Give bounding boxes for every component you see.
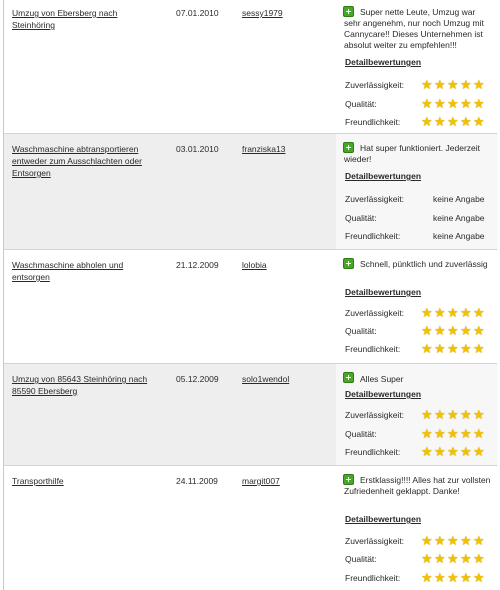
rating-stars [421,446,486,459]
review-comment: Alles Super [360,374,404,384]
star-icon: ★ [447,444,459,459]
star-icon: ★ [434,407,446,422]
star-icon: ★ [447,341,459,356]
star-icon: ★ [460,96,472,111]
star-icon: ★ [460,533,472,548]
star-icon: ★ [434,341,446,356]
rating-panel [336,466,498,590]
detail-ratings-link[interactable]: Detailbewertungen [345,171,422,181]
rating-label-friendliness: Freundlichkeit: [345,447,401,457]
star-icon: ★ [421,323,433,338]
review-comment: Super nette Leute, Umzug war sehr angenehm, nur noch Umzug mit Cannycare!! Dieses Unternehmen ist absolut weiter zu empfehlen!!! [344,7,484,50]
rating-label-reliability: Zuverlässigkeit: [345,80,405,90]
star-icon: ★ [473,533,485,548]
job-title-line: Umzug von 85643 Steinhöring nach [12,374,148,384]
star-icon: ★ [421,570,433,585]
star-icon: ★ [460,323,472,338]
star-icon: ★ [447,77,459,92]
rating-label-friendliness: Freundlichkeit: [345,573,401,583]
detail-ratings-link[interactable]: Detailbewertungen [345,57,422,67]
rating-label-quality: Qualität: [345,99,377,109]
star-icon: ★ [447,96,459,111]
star-icon: ★ [434,323,446,338]
table-row [4,250,496,364]
star-icon: ★ [473,426,485,441]
rating-no-info: keine Angabe [433,231,485,241]
star-icon: ★ [434,305,446,320]
rating-label-friendliness: Freundlichkeit: [345,231,401,241]
job-title-line: entsorgen [12,272,50,282]
username-link[interactable]: sessy1979 [242,8,283,18]
rating-label-quality: Qualität: [345,326,377,336]
star-icon: ★ [447,551,459,566]
rating-label-reliability: Zuverlässigkeit: [345,308,405,318]
star-icon: ★ [421,533,433,548]
star-icon: ★ [460,407,472,422]
job-title-line: entweder zum Ausschlachten oder [12,156,142,166]
job-title-link[interactable] [12,373,162,397]
star-icon: ★ [460,77,472,92]
username-link[interactable]: solo1wendol [242,374,290,384]
star-icon: ★ [434,77,446,92]
table-row [4,134,496,250]
table-row [4,364,496,466]
rating-label-reliability: Zuverlässigkeit: [345,536,405,546]
star-icon: ★ [421,96,433,111]
star-icon: ★ [447,114,459,129]
star-icon: ★ [434,533,446,548]
star-icon: ★ [460,444,472,459]
star-icon: ★ [460,341,472,356]
star-icon: ★ [473,77,485,92]
star-icon: ★ [447,407,459,422]
username-link[interactable]: margit007 [242,476,280,486]
star-icon: ★ [434,444,446,459]
star-icon: ★ [421,114,433,129]
rating-label-friendliness: Freundlichkeit: [345,117,401,127]
star-icon: ★ [460,305,472,320]
rating-stars [421,307,486,320]
star-icon: ★ [421,444,433,459]
job-title-line: Steinhöring [12,20,56,30]
rating-label-quality: Qualität: [345,554,377,564]
rating-label-reliability: Zuverlässigkeit: [345,194,405,204]
rating-stars [421,572,486,585]
star-icon: ★ [434,426,446,441]
job-title-line: Waschmaschine abholen und [12,260,124,270]
star-icon: ★ [434,96,446,111]
star-icon: ★ [473,570,485,585]
date-cell: 24.11.2009 [176,476,218,486]
star-icon: ★ [473,96,485,111]
rating-no-info: keine Angabe [433,194,485,204]
rating-stars [421,325,486,338]
rating-label-friendliness: Freundlichkeit: [345,344,401,354]
rating-panel [336,250,498,363]
date-cell: 03.01.2010 [176,144,219,154]
star-icon: ★ [421,77,433,92]
rating-stars [421,409,486,422]
rating-stars [421,428,486,441]
detail-ratings-link[interactable]: Detailbewertungen [345,514,422,524]
star-icon: ★ [421,407,433,422]
job-title-line: Umzug von Ebersberg nach [12,8,118,18]
detail-ratings-link[interactable]: Detailbewertungen [345,287,422,297]
star-icon: ★ [447,570,459,585]
rating-panel [336,364,498,465]
review-comment: Schnell, pünktlich und zuverlässig [360,259,488,269]
star-icon: ★ [473,323,485,338]
star-icon: ★ [473,444,485,459]
table-row [4,466,496,590]
rating-label-quality: Qualität: [345,213,377,223]
job-title-link[interactable] [12,259,162,283]
star-icon: ★ [473,551,485,566]
rating-stars [421,98,486,111]
job-title-line: Entsorgen [12,168,51,178]
rating-label-quality: Qualität: [345,429,377,439]
ratings-table [3,0,497,590]
star-icon: ★ [434,570,446,585]
job-title-link[interactable] [12,475,162,487]
rating-label-reliability: Zuverlässigkeit: [345,410,405,420]
job-title-link[interactable] [12,7,162,31]
date-cell: 07.01.2010 [176,8,219,18]
star-icon: ★ [434,114,446,129]
star-icon: ★ [473,114,485,129]
table-row [4,0,496,134]
star-icon: ★ [434,551,446,566]
rating-stars [421,116,486,129]
username-link[interactable]: franziska13 [242,144,286,154]
star-icon: ★ [473,407,485,422]
username-link[interactable]: lolobia [242,260,267,270]
star-icon: ★ [447,305,459,320]
star-icon: ★ [421,305,433,320]
star-icon: ★ [473,305,485,320]
rating-no-info: keine Angabe [433,213,485,223]
review-comment: Erstklassig!!!! Alles hat zur vollsten Zufriedenheit geklappt. Danke! [344,475,491,496]
rating-panel [336,134,498,249]
star-icon: ★ [421,341,433,356]
star-icon: ★ [460,426,472,441]
date-cell: 21.12.2009 [176,260,219,270]
rating-stars [421,343,486,356]
star-icon: ★ [447,533,459,548]
star-icon: ★ [421,551,433,566]
rating-stars [421,535,486,548]
job-title-line: Transporthilfe [12,476,64,486]
star-icon: ★ [460,570,472,585]
rating-panel [336,0,498,133]
rating-stars [421,79,486,92]
detail-ratings-link[interactable]: Detailbewertungen [345,389,422,399]
star-icon: ★ [421,426,433,441]
star-icon: ★ [447,426,459,441]
star-icon: ★ [460,551,472,566]
star-icon: ★ [460,114,472,129]
rating-stars [421,553,486,566]
review-comment: Hat super funktioniert. Jederzeit wieder! [344,143,481,164]
job-title-line: Waschmaschine abtransportieren [12,144,139,154]
job-title-line: 85590 Ebersberg [12,386,78,396]
job-title-link[interactable] [12,143,162,179]
date-cell: 05.12.2009 [176,374,219,384]
star-icon: ★ [447,323,459,338]
star-icon: ★ [473,341,485,356]
